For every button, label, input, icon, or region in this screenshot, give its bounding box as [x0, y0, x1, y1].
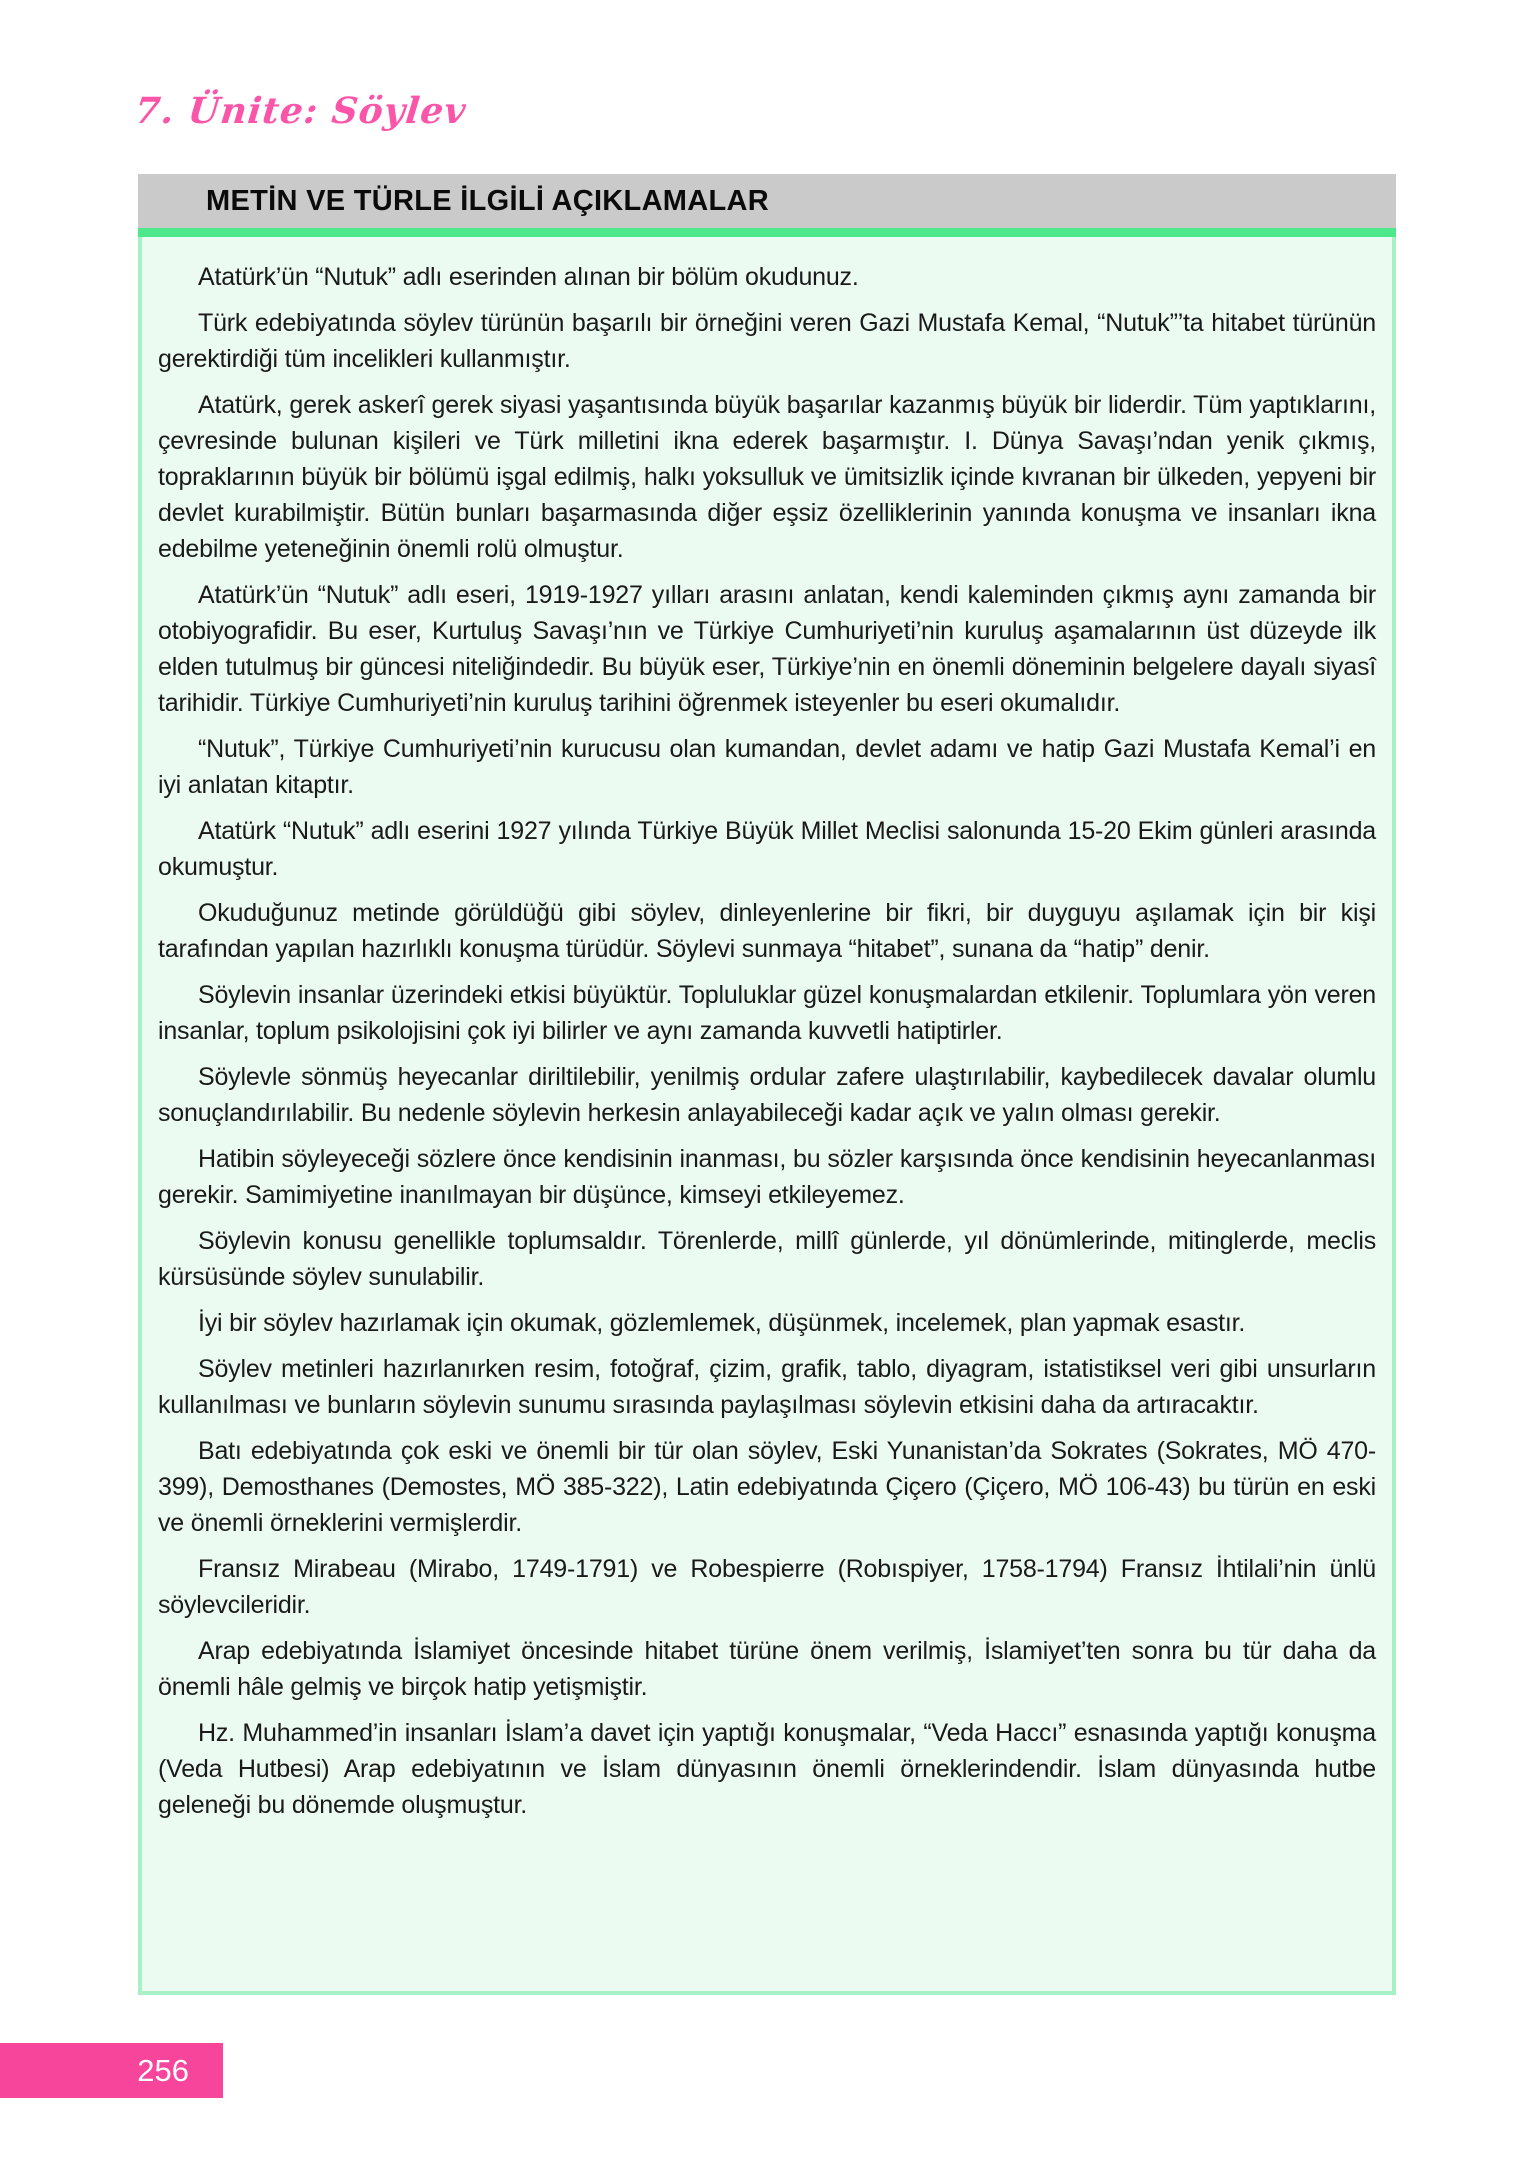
green-accent-line: [138, 228, 1396, 237]
paragraph: İyi bir söylev hazırlamak için okumak, gözlemlemek, düşünmek, incelemek, plan yapmak esastır.: [198, 1309, 1246, 1337]
page-number: 256: [137, 2052, 189, 2088]
section-heading: METİN VE TÜRLE İLGİLİ AÇIKLAMALAR: [206, 184, 770, 217]
content-box: [138, 237, 1396, 1995]
paragraph: Batı edebiyatında çok eski ve önemli bir tür olan söylev, Eski Yunanistan’da Sokrates (Sokrates, MÖ 470-399), Demosthanes (Demostes, MÖ 385-322), Latin edebiyatında Çiçero (Çiçero, MÖ 106-43) bu türün en eski ve önemli örneklerini vermişlerdir.: [158, 1437, 1376, 1537]
paragraph: Türk edebiyatında söylev türünün başarılı bir örneğini veren Gazi Mustafa Kemal, “Nutuk”’ta hitabet türünün gerektirdiği tüm incelikleri kullanmıştır.: [158, 309, 1376, 373]
paragraph: Atatürk’ün “Nutuk” adlı eseri, 1919-1927 yılları arasını anlatan, kendi kaleminden çıkmış aynı zamanda bir otobiyografidir. Bu eser, Kurtuluş Savaşı’nın ve Türkiye Cumhuriyeti’nin kuruluş aşamalarının üst düzeyde ilk elden tutulmuş bir güncesi niteliğindedir. Bu büyük eser, Türkiye’nin en önemli döneminin belgelere dayalı siyasî tarihidir. Türkiye Cumhuriyeti’nin kuruluş tarihini öğrenmek isteyenler bu eseri okumalıdır.: [158, 581, 1376, 717]
paragraph: Arap edebiyatında İslamiyet öncesinde hitabet türüne önem verilmiş, İslamiyet’ten sonra bu tür daha da önemli hâle gelmiş ve birçok hatip yetişmiştir.: [158, 1637, 1376, 1701]
paragraph: Hatibin söyleyeceği sözlere önce kendisinin inanması, bu sözler karşısında önce kendisinin heyecanlanması gerekir. Samimiyetine inanılmayan bir düşünce, kimseyi etkileyemez.: [158, 1145, 1376, 1209]
section-header-bar: [138, 174, 1396, 228]
paragraph: Atatürk “Nutuk” adlı eserini 1927 yılında Türkiye Büyük Millet Meclisi salonunda 15-20 Ekim günleri arasında okumuştur.: [158, 817, 1376, 881]
paragraph: Fransız Mirabeau (Mirabo, 1749-1791) ve Robespierre (Robıspiyer, 1758-1794) Fransız İhtilali’nin ünlü söylevcileridir.: [158, 1555, 1376, 1619]
paragraph: Söylev metinleri hazırlanırken resim, fotoğraf, çizim, grafik, tablo, diyagram, istatistiksel veri gibi unsurların kullanılması ve bunların söylevin sunumu sırasında paylaşılması söylevin etkisini daha da artıracaktır.: [158, 1355, 1376, 1419]
paragraph: Atatürk’ün “Nutuk” adlı eserinden alınan bir bölüm okudunuz.: [198, 263, 859, 291]
unit-title: 7. Ünite: Söylev: [132, 90, 469, 132]
paragraph: Söylevle sönmüş heyecanlar diriltilebilir, yenilmiş ordular zafere ulaştırılabilir, kaybedilecek davalar olumlu sonuçlandırılabilir. Bu nedenle söylevin herkesin anlayabileceği kadar açık ve yalın olması gerekir.: [158, 1063, 1376, 1127]
paragraph: “Nutuk”, Türkiye Cumhuriyeti’nin kurucusu olan kumandan, devlet adamı ve hatip Gazi Mustafa Kemal’i en iyi anlatan kitaptır.: [158, 735, 1376, 799]
paragraph: Söylevin konusu genellikle toplumsaldır. Törenlerde, millî günlerde, yıl dönümlerinde, mitinglerde, meclis kürsüsünde söylev sunulabilir.: [158, 1227, 1376, 1291]
paragraph: Okuduğunuz metinde görüldüğü gibi söylev, dinleyenlerine bir fikri, bir duyguyu aşılamak için bir kişi tarafından yapılan hazırlıklı konuşma türüdür. Söylevi sunmaya “hitabet”, sunana da “hatip” denir.: [158, 899, 1376, 963]
page-number-box: [0, 2043, 223, 2098]
paragraph: Hz. Muhammed’in insanları İslam’a davet için yaptığı konuşmalar, “Veda Haccı” esnasında yaptığı konuşma (Veda Hutbesi) Arap edebiyatının ve İslam dünyasının önemli örneklerindendir. İslam dünyasında hutbe geleneği bu dönemde oluşmuştur.: [158, 1719, 1376, 1819]
explanations-section: [138, 174, 1396, 1995]
paragraph: Söylevin insanlar üzerindeki etkisi büyüktür. Topluluklar güzel konuşmalardan etkilenir. Toplumlara yön veren insanlar, toplum psikolojisini çok iyi bilirler ve aynı zamanda kuvvetli hatiptirler.: [158, 981, 1376, 1045]
paragraph: Atatürk, gerek askerî gerek siyasi yaşantısında büyük başarılar kazanmış büyük bir liderdir. Tüm yaptıklarını, çevresinde bulunan kişileri ve Türk milletini ikna ederek başarmıştır. I. Dünya Savaşı’ndan yenik çıkmış, topraklarının büyük bir bölümü işgal edilmiş, halkı yoksulluk ve ümitsizlik içinde kıvranan bir ülkeden, yepyeni bir devlet kurabilmiştir. Bütün bunları başarmasında diğer eşsiz özelliklerinin yanında konuşma ve insanları ikna edebilme yeteneğinin önemli rolü olmuştur.: [158, 391, 1376, 563]
